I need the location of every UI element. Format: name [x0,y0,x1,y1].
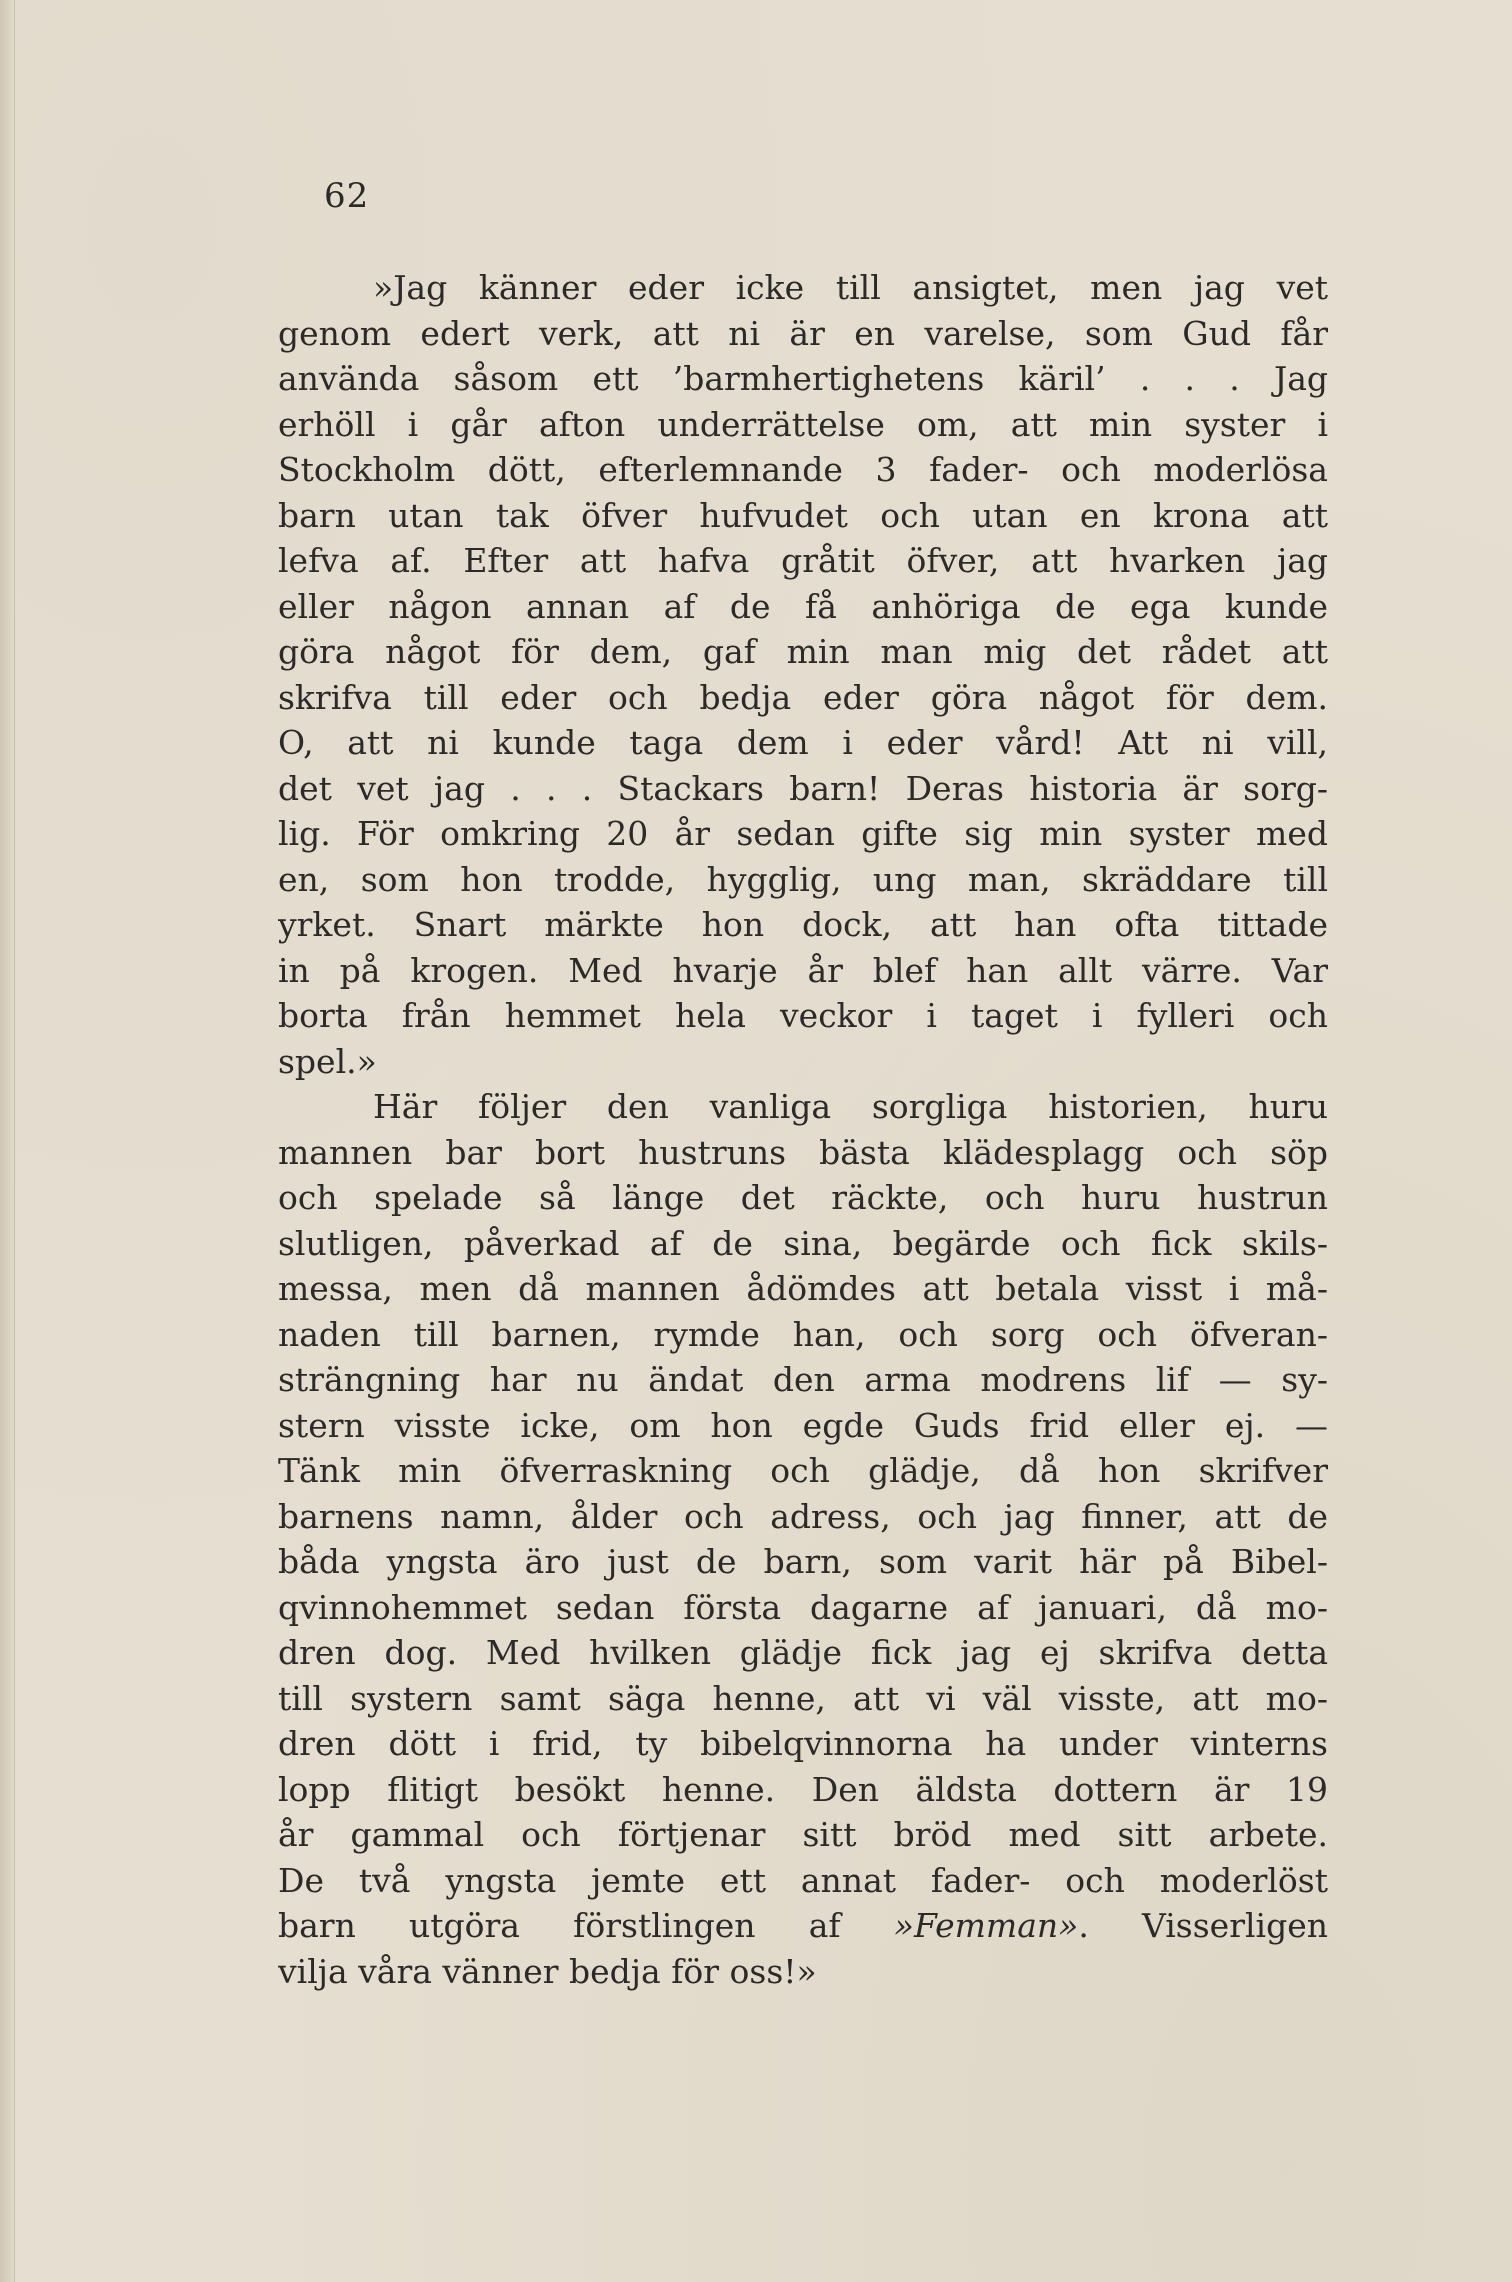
text-line: yrket. Snart märkte hon dock, att han ofta tittade [278,905,1328,944]
text-line: De två yngsta jemte ett annat fader- och moderlöst [278,1860,1328,1900]
text-line: dren dött i frid, ty bibelqvinnorna ha under vinterns [278,1724,1328,1763]
text-line: in på krogen. Med hvarje år blef han allt värre. Var [278,950,1328,990]
femman-title: »Femman» [893,1906,1079,1945]
text-line: O, att ni kunde taga dem i eder vård! Att ni vill, [278,723,1328,762]
text-line: borta från hemmet hela veckor i taget i fylleri och [278,996,1328,1035]
text-line: messa, men då mannen ådömdes att betala visst i må- [278,1269,1328,1308]
line-37-start: barn utgöra förstlingen af [278,1906,894,1945]
text-line: barnens namn, ålder och adress, och jag finner, att de [278,1496,1328,1536]
text-line [278,1903,1328,1949]
text-line: Här följer den vanliga sorgliga historien, huru [373,1087,1328,1126]
page-number: 62 [324,176,370,216]
text-line: använda såsom ett ’barmhertighetens käril’ . . . Jag [278,359,1328,398]
text-line: spel.» [278,1041,377,1081]
text-line: genom edert verk, att ni är en varelse, som Gud får [278,313,1328,353]
text-line: skrifva till eder och bedja eder göra något för dem. [278,677,1328,717]
text-line: båda yngsta äro just de barn, som varit här på Bibel- [278,1542,1328,1581]
text-line: qvinnohemmet sedan första dagarne af januari, då mo- [278,1587,1328,1627]
text-line: »Jag känner eder icke till ansigtet, men jag vet [373,268,1328,307]
text-line: strängning har nu ändat den arma modrens lif — sy- [278,1360,1328,1399]
text-line: det vet jag . . . Stackars barn! Deras historia är sorg- [278,768,1328,808]
text-line: en, som hon trodde, hygglig, ung man, skräddare till [278,859,1328,899]
text-line: Tänk min öfverraskning och glädje, då hon skrifver [278,1451,1328,1490]
text-line: vilja våra vänner bedja för oss!» [278,1951,817,1991]
text-line: slutligen, påverkad af de sina, begärde och fick skils- [278,1223,1328,1263]
text-line: till systern samt säga henne, att vi väl visste, att mo- [278,1678,1328,1718]
text-line: lig. För omkring 20 år sedan gifte sig min syster med [278,814,1328,853]
page-binding-edge [0,0,15,2282]
text-line: stern visste icke, om hon egde Guds frid eller ej. — [278,1405,1328,1445]
text-line: erhöll i går afton underrättelse om, att min syster i [278,404,1328,444]
text-line: dren dog. Med hvilken glädje fick jag ej skrifva detta [278,1633,1328,1672]
text-line: eller någon annan af de få anhöriga de ega kunde [278,586,1328,626]
text-line: lopp flitigt besökt henne. Den äldsta dottern är 19 [278,1769,1328,1809]
text-line: år gammal och förtjenar sitt bröd med sitt arbete. [278,1815,1328,1854]
text-line: Stockholm dött, efterlemnande 3 fader- och moderlösa [278,450,1328,489]
text-line: och spelade så länge det räckte, och huru hustrun [278,1178,1328,1217]
text-line: mannen bar bort hustruns bästa klädesplagg och söp [278,1132,1328,1172]
text-line: naden till barnen, rymde han, och sorg och öfveran- [278,1314,1328,1354]
body-text [278,265,1328,1994]
line-37-end: . Visserligen [1078,1906,1328,1945]
text-line: barn utan tak öfver hufvudet och utan en krona att [278,495,1328,535]
text-line: lefva af. Efter att hafva gråtit öfver, att hvarken jag [278,541,1328,580]
text-line: göra något för dem, gaf min man mig det rådet att [278,632,1328,671]
